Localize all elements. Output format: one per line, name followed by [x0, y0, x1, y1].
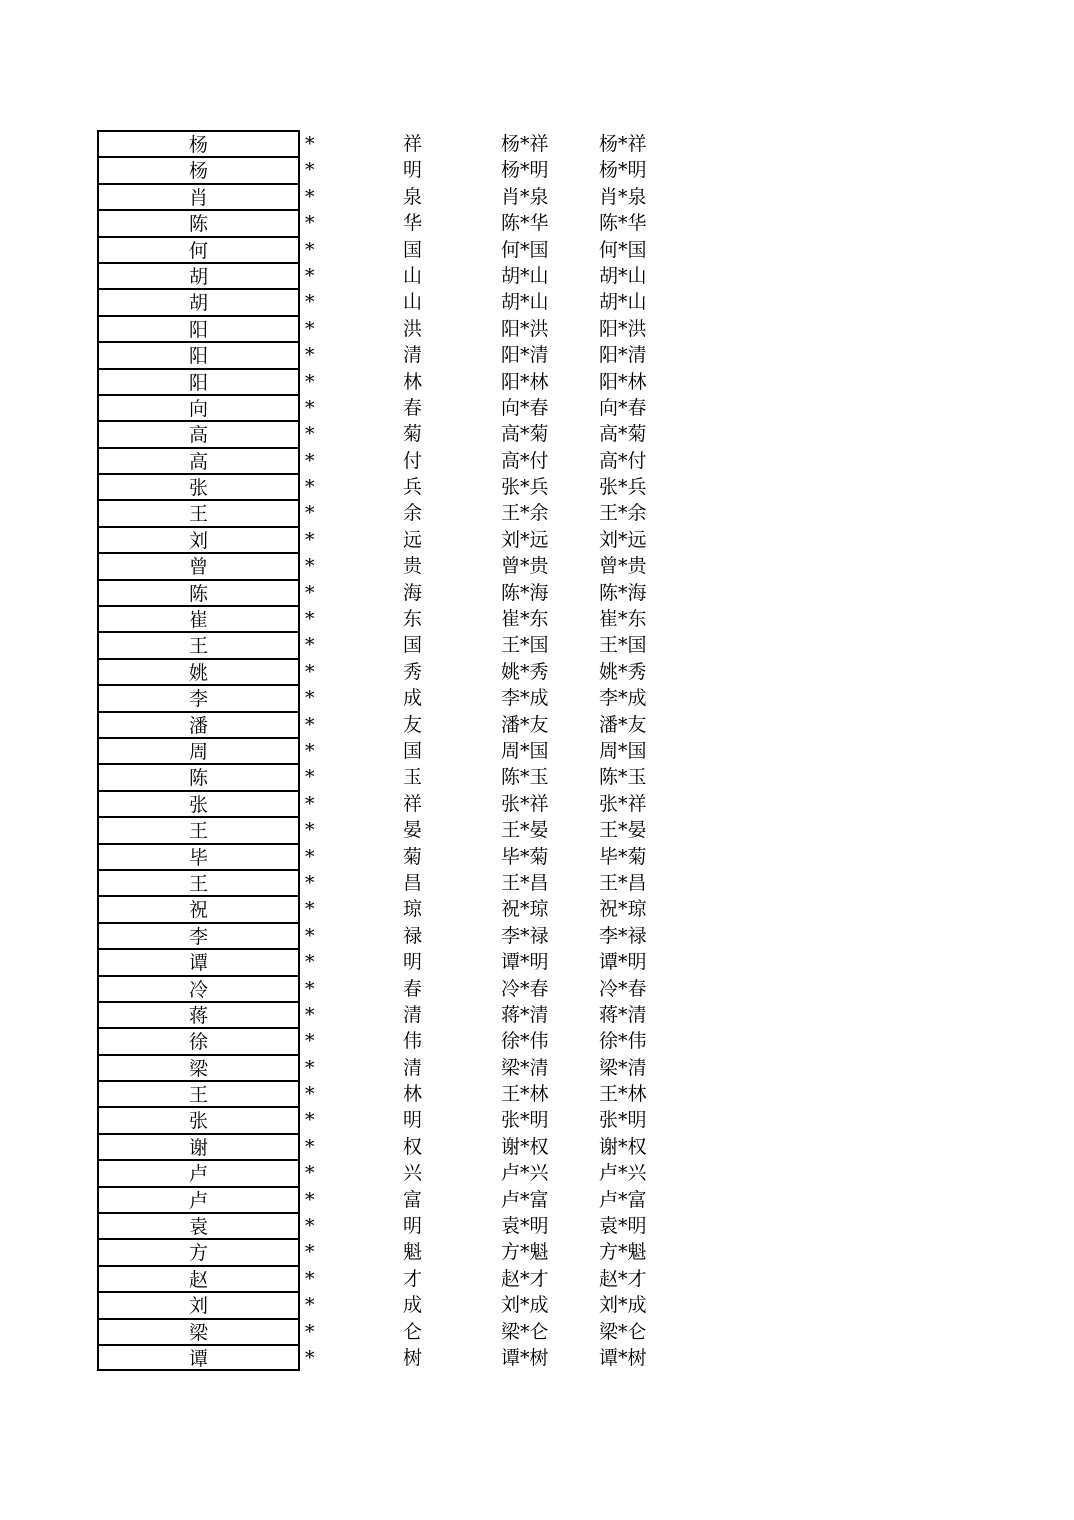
masked-name-copy-cell[interactable]: 方*魁 [599, 1241, 647, 1264]
table-row [97, 499, 667, 525]
asterisk-cell[interactable]: * [305, 898, 315, 921]
table-row [97, 368, 667, 394]
asterisk-cell[interactable]: * [305, 476, 315, 499]
surname-cell[interactable]: 李 [97, 684, 300, 710]
given-name-cell[interactable]: 菊 [403, 423, 423, 446]
given-name-cell[interactable]: 秀 [403, 660, 423, 683]
table-row [97, 209, 667, 235]
table-row [97, 869, 667, 895]
masked-name-copy-cell[interactable]: 冷*春 [599, 977, 647, 1000]
masked-name-copy-cell[interactable]: 刘*远 [599, 528, 647, 551]
asterisk-cell[interactable]: * [305, 133, 315, 155]
masked-name-cell[interactable]: 梁*清 [501, 1056, 549, 1079]
masked-name-cell[interactable]: 谭*明 [501, 951, 549, 974]
given-name-cell[interactable]: 清 [403, 1056, 423, 1079]
given-name-cell[interactable]: 祥 [403, 792, 423, 815]
surname-cell[interactable]: 祝 [97, 895, 300, 921]
masked-name-cell[interactable]: 阳*清 [501, 344, 549, 367]
surname-cell[interactable]: 赵 [97, 1265, 300, 1291]
asterisk-cell[interactable]: * [305, 1294, 315, 1317]
masked-name-copy-cell[interactable]: 刘*成 [599, 1294, 647, 1317]
asterisk-cell[interactable]: * [305, 1056, 315, 1079]
masked-name-copy-cell[interactable]: 袁*明 [599, 1215, 647, 1238]
given-name-cell[interactable]: 洪 [403, 317, 423, 340]
given-name-cell[interactable]: 仑 [403, 1320, 423, 1343]
masked-name-copy-cell[interactable]: 张*祥 [599, 792, 647, 815]
surname-cell[interactable]: 胡 [97, 288, 300, 314]
given-name-cell[interactable]: 林 [403, 370, 423, 393]
masked-name-copy-cell[interactable]: 毕*菊 [599, 845, 647, 868]
table-row [97, 183, 667, 209]
surname-cell[interactable]: 李 [97, 922, 300, 948]
given-name-cell[interactable]: 晏 [403, 819, 423, 842]
surname-cell[interactable]: 徐 [97, 1027, 300, 1053]
masked-name-cell[interactable]: 袁*明 [501, 1215, 549, 1238]
given-name-cell[interactable]: 华 [403, 212, 423, 235]
surname-cell[interactable]: 卢 [97, 1159, 300, 1185]
masked-name-copy-cell[interactable]: 李*成 [599, 687, 647, 710]
masked-name-copy-cell[interactable]: 赵*才 [599, 1267, 647, 1290]
masked-name-copy-cell[interactable]: 王*晏 [599, 819, 647, 842]
table-row [97, 1159, 667, 1185]
masked-name-cell[interactable]: 周*国 [501, 739, 549, 762]
masked-name-copy-cell[interactable]: 杨*祥 [599, 133, 647, 155]
table-row [97, 1054, 667, 1080]
masked-name-cell[interactable]: 方*魁 [501, 1241, 549, 1264]
asterisk-cell[interactable]: * [305, 1083, 315, 1106]
masked-name-copy-cell[interactable]: 卢*富 [599, 1188, 647, 1211]
table-row [97, 473, 667, 499]
surname-cell[interactable]: 王 [97, 1080, 300, 1106]
table-row [97, 1212, 667, 1238]
masked-name-copy-cell[interactable]: 王*昌 [599, 871, 647, 894]
given-name-cell[interactable]: 国 [403, 634, 423, 657]
masked-name-cell[interactable]: 王*林 [501, 1083, 549, 1106]
masked-name-copy-cell[interactable]: 祝*琼 [599, 898, 647, 921]
table-row [97, 156, 667, 182]
given-name-cell[interactable]: 明 [403, 159, 423, 182]
table-row [97, 711, 667, 737]
table-row [97, 1001, 667, 1027]
asterisk-cell[interactable]: * [305, 1109, 315, 1132]
masked-name-cell[interactable]: 毕*菊 [501, 845, 549, 868]
masked-name-cell[interactable]: 阳*林 [501, 370, 549, 393]
table-row [97, 658, 667, 684]
masked-name-cell[interactable]: 祝*琼 [501, 898, 549, 921]
surname-cell[interactable]: 谢 [97, 1133, 300, 1159]
masked-name-copy-cell[interactable]: 杨*明 [599, 159, 647, 182]
given-name-cell[interactable]: 付 [403, 449, 423, 472]
masked-name-copy-cell[interactable]: 李*禄 [599, 924, 647, 947]
asterisk-cell[interactable]: * [305, 1135, 315, 1158]
surname-cell[interactable]: 阳 [97, 315, 300, 341]
masked-name-copy-cell[interactable]: 张*明 [599, 1109, 647, 1132]
masked-name-cell[interactable]: 卢*兴 [501, 1162, 549, 1185]
asterisk-cell[interactable]: * [305, 766, 315, 789]
asterisk-cell[interactable]: * [305, 871, 315, 894]
table-row [97, 1027, 667, 1053]
masked-name-copy-cell[interactable]: 谢*权 [599, 1135, 647, 1158]
masked-name-cell[interactable]: 杨*明 [501, 159, 549, 182]
asterisk-cell[interactable]: * [305, 924, 315, 947]
asterisk-cell[interactable]: * [305, 1320, 315, 1343]
masked-name-cell[interactable]: 张*明 [501, 1109, 549, 1132]
surname-cell[interactable]: 张 [97, 790, 300, 816]
table-row [97, 579, 667, 605]
masked-name-cell[interactable]: 张*祥 [501, 792, 549, 815]
masked-name-cell[interactable]: 胡*山 [501, 291, 549, 314]
masked-name-copy-cell[interactable]: 阳*林 [599, 370, 647, 393]
masked-name-copy-cell[interactable]: 胡*山 [599, 291, 647, 314]
masked-name-cell[interactable]: 高*付 [501, 449, 549, 472]
surname-cell[interactable]: 潘 [97, 711, 300, 737]
table-row [97, 895, 667, 921]
masked-name-copy-cell[interactable]: 谭*明 [599, 951, 647, 974]
surname-cell[interactable]: 王 [97, 499, 300, 525]
given-name-cell[interactable]: 清 [403, 344, 423, 367]
given-name-cell[interactable]: 兵 [403, 476, 423, 499]
given-name-cell[interactable]: 伟 [403, 1030, 423, 1053]
masked-name-cell[interactable]: 李*成 [501, 687, 549, 710]
asterisk-cell[interactable]: * [305, 977, 315, 1000]
surname-cell[interactable]: 卢 [97, 1186, 300, 1212]
surname-cell[interactable]: 向 [97, 394, 300, 420]
masked-name-cell[interactable]: 王*国 [501, 634, 549, 657]
given-name-cell[interactable]: 富 [403, 1188, 423, 1211]
table-row [97, 315, 667, 341]
masked-name-cell[interactable]: 高*菊 [501, 423, 549, 446]
masked-name-cell[interactable]: 徐*伟 [501, 1030, 549, 1053]
table-row [97, 262, 667, 288]
masked-name-cell[interactable]: 王*晏 [501, 819, 549, 842]
table-row [97, 236, 667, 262]
surname-cell[interactable]: 曾 [97, 552, 300, 578]
table-row [97, 631, 667, 657]
given-name-cell[interactable]: 明 [403, 1215, 423, 1238]
table-row [97, 922, 667, 948]
masked-name-cell[interactable]: 崔*东 [501, 608, 549, 631]
table-row [97, 1291, 667, 1317]
surname-cell[interactable]: 张 [97, 473, 300, 499]
asterisk-cell[interactable]: * [305, 1003, 315, 1026]
surname-cell[interactable]: 高 [97, 447, 300, 473]
given-name-cell[interactable]: 国 [403, 238, 423, 261]
masked-name-copy-cell[interactable]: 陈*海 [599, 581, 647, 604]
table-row [97, 130, 667, 156]
table-row [97, 790, 667, 816]
given-name-cell[interactable]: 菊 [403, 845, 423, 868]
masked-name-copy-cell[interactable]: 高*菊 [599, 423, 647, 446]
asterisk-cell[interactable]: * [305, 660, 315, 683]
asterisk-cell[interactable]: * [305, 713, 315, 736]
asterisk-cell[interactable]: * [305, 1188, 315, 1211]
asterisk-cell[interactable]: * [305, 634, 315, 657]
asterisk-cell[interactable]: * [305, 739, 315, 762]
asterisk-cell[interactable]: * [305, 608, 315, 631]
given-name-cell[interactable]: 春 [403, 977, 423, 1000]
table-row [97, 1265, 667, 1291]
table-row [97, 552, 667, 578]
given-name-cell[interactable]: 贵 [403, 555, 423, 578]
masked-name-cell[interactable]: 梁*仑 [501, 1320, 549, 1343]
masked-name-copy-cell[interactable]: 王*国 [599, 634, 647, 657]
given-name-cell[interactable]: 远 [403, 528, 423, 551]
surname-cell[interactable]: 谭 [97, 1344, 300, 1371]
masked-name-cell[interactable]: 肖*泉 [501, 185, 549, 208]
table-row [97, 763, 667, 789]
asterisk-cell[interactable]: * [305, 555, 315, 578]
given-name-cell[interactable]: 玉 [403, 766, 423, 789]
table-row [97, 1344, 667, 1370]
table-row [97, 1238, 667, 1264]
surname-cell[interactable]: 周 [97, 737, 300, 763]
asterisk-cell[interactable]: * [305, 792, 315, 815]
asterisk-cell[interactable]: * [305, 1215, 315, 1238]
masked-name-copy-cell[interactable]: 阳*清 [599, 344, 647, 367]
asterisk-cell[interactable]: * [305, 264, 315, 287]
given-name-cell[interactable]: 成 [403, 687, 423, 710]
surname-cell[interactable]: 蒋 [97, 1001, 300, 1027]
masked-name-cell[interactable]: 陈*海 [501, 581, 549, 604]
masked-name-copy-cell[interactable]: 卢*兴 [599, 1162, 647, 1185]
asterisk-cell[interactable]: * [305, 581, 315, 604]
asterisk-cell[interactable]: * [305, 159, 315, 182]
table-row [97, 843, 667, 869]
table-row [97, 420, 667, 446]
masked-name-cell[interactable]: 阳*洪 [501, 317, 549, 340]
masked-name-copy-cell[interactable]: 王*林 [599, 1083, 647, 1106]
surname-cell[interactable]: 阳 [97, 368, 300, 394]
name-table [97, 130, 667, 1370]
asterisk-cell[interactable]: * [305, 291, 315, 314]
table-row [97, 1133, 667, 1159]
asterisk-cell[interactable]: * [305, 1162, 315, 1185]
table-row [97, 526, 667, 552]
masked-name-cell[interactable]: 谭*树 [501, 1346, 549, 1369]
asterisk-cell[interactable]: * [305, 1267, 315, 1290]
surname-cell[interactable]: 陈 [97, 579, 300, 605]
masked-name-copy-cell[interactable]: 曾*贵 [599, 555, 647, 578]
masked-name-cell[interactable]: 杨*祥 [501, 133, 549, 155]
masked-name-copy-cell[interactable]: 陈*玉 [599, 766, 647, 789]
given-name-cell[interactable]: 明 [403, 1109, 423, 1132]
masked-name-cell[interactable]: 谢*权 [501, 1135, 549, 1158]
masked-name-cell[interactable]: 张*兵 [501, 476, 549, 499]
asterisk-cell[interactable]: * [305, 317, 315, 340]
asterisk-cell[interactable]: * [305, 1346, 315, 1369]
table-row [97, 975, 667, 1001]
table-row [97, 1186, 667, 1212]
masked-name-cell[interactable]: 胡*山 [501, 264, 549, 287]
surname-cell[interactable]: 杨 [97, 130, 300, 156]
asterisk-cell[interactable]: * [305, 1030, 315, 1053]
masked-name-cell[interactable]: 王*余 [501, 502, 549, 525]
surname-cell[interactable]: 何 [97, 236, 300, 262]
given-name-cell[interactable]: 祥 [403, 133, 423, 155]
asterisk-cell[interactable]: * [305, 344, 315, 367]
given-name-cell[interactable]: 泉 [403, 185, 423, 208]
masked-name-copy-cell[interactable]: 阳*洪 [599, 317, 647, 340]
asterisk-cell[interactable]: * [305, 951, 315, 974]
surname-cell[interactable]: 姚 [97, 658, 300, 684]
masked-name-cell[interactable]: 刘*远 [501, 528, 549, 551]
table-row [97, 737, 667, 763]
masked-name-copy-cell[interactable]: 高*付 [599, 449, 647, 472]
surname-cell[interactable]: 刘 [97, 526, 300, 552]
given-name-cell[interactable]: 国 [403, 739, 423, 762]
masked-name-copy-cell[interactable]: 崔*东 [599, 608, 647, 631]
masked-name-cell[interactable]: 陈*华 [501, 212, 549, 235]
surname-cell[interactable]: 陈 [97, 763, 300, 789]
surname-cell[interactable]: 崔 [97, 605, 300, 631]
surname-cell[interactable]: 刘 [97, 1291, 300, 1317]
masked-name-cell[interactable]: 王*昌 [501, 871, 549, 894]
masked-name-copy-cell[interactable]: 向*春 [599, 396, 647, 419]
masked-name-cell[interactable]: 李*禄 [501, 924, 549, 947]
masked-name-cell[interactable]: 陈*玉 [501, 766, 549, 789]
masked-name-copy-cell[interactable]: 梁*清 [599, 1056, 647, 1079]
table-row [97, 605, 667, 631]
table-row [97, 288, 667, 314]
masked-name-cell[interactable]: 冷*春 [501, 977, 549, 1000]
asterisk-cell[interactable]: * [305, 423, 315, 446]
given-name-cell[interactable]: 友 [403, 713, 423, 736]
masked-name-copy-cell[interactable]: 徐*伟 [599, 1030, 647, 1053]
masked-name-copy-cell[interactable]: 潘*友 [599, 713, 647, 736]
asterisk-cell[interactable]: * [305, 238, 315, 261]
asterisk-cell[interactable]: * [305, 819, 315, 842]
masked-name-copy-cell[interactable]: 姚*秀 [599, 660, 647, 683]
masked-name-copy-cell[interactable]: 陈*华 [599, 212, 647, 235]
given-name-cell[interactable]: 魁 [403, 1241, 423, 1264]
surname-cell[interactable]: 肖 [97, 183, 300, 209]
surname-cell[interactable]: 张 [97, 1106, 300, 1132]
given-name-cell[interactable]: 林 [403, 1083, 423, 1106]
table-row [97, 816, 667, 842]
surname-cell[interactable]: 陈 [97, 209, 300, 235]
surname-cell[interactable]: 王 [97, 631, 300, 657]
masked-name-copy-cell[interactable]: 王*余 [599, 502, 647, 525]
asterisk-cell[interactable]: * [305, 185, 315, 208]
given-name-cell[interactable]: 海 [403, 581, 423, 604]
given-name-cell[interactable]: 东 [403, 608, 423, 631]
asterisk-cell[interactable]: * [305, 370, 315, 393]
masked-name-copy-cell[interactable]: 梁*仑 [599, 1320, 647, 1343]
asterisk-cell[interactable]: * [305, 845, 315, 868]
given-name-cell[interactable]: 昌 [403, 871, 423, 894]
surname-cell[interactable]: 袁 [97, 1212, 300, 1238]
masked-name-cell[interactable]: 赵*才 [501, 1267, 549, 1290]
surname-cell[interactable]: 谭 [97, 948, 300, 974]
surname-cell[interactable]: 阳 [97, 341, 300, 367]
asterisk-cell[interactable]: * [305, 1241, 315, 1264]
given-name-cell[interactable]: 余 [403, 502, 423, 525]
given-name-cell[interactable]: 才 [403, 1267, 423, 1290]
given-name-cell[interactable]: 成 [403, 1294, 423, 1317]
masked-name-copy-cell[interactable]: 周*国 [599, 739, 647, 762]
table-row [97, 447, 667, 473]
given-name-cell[interactable]: 琼 [403, 898, 423, 921]
masked-name-copy-cell[interactable]: 胡*山 [599, 264, 647, 287]
asterisk-cell[interactable]: * [305, 212, 315, 235]
surname-cell[interactable]: 毕 [97, 843, 300, 869]
table-row [97, 1106, 667, 1132]
asterisk-cell[interactable]: * [305, 502, 315, 525]
surname-cell[interactable]: 高 [97, 420, 300, 446]
given-name-cell[interactable]: 权 [403, 1135, 423, 1158]
asterisk-cell[interactable]: * [305, 449, 315, 472]
surname-cell[interactable]: 王 [97, 816, 300, 842]
table-row [97, 394, 667, 420]
masked-name-cell[interactable]: 刘*成 [501, 1294, 549, 1317]
surname-cell[interactable]: 杨 [97, 156, 300, 182]
masked-name-copy-cell[interactable]: 肖*泉 [599, 185, 647, 208]
table-row [97, 948, 667, 974]
surname-cell[interactable]: 梁 [97, 1318, 300, 1344]
masked-name-cell[interactable]: 何*国 [501, 238, 549, 261]
masked-name-cell[interactable]: 曾*贵 [501, 555, 549, 578]
given-name-cell[interactable]: 明 [403, 951, 423, 974]
surname-cell[interactable]: 王 [97, 869, 300, 895]
masked-name-cell[interactable]: 潘*友 [501, 713, 549, 736]
asterisk-cell[interactable]: * [305, 687, 315, 710]
given-name-cell[interactable]: 禄 [403, 924, 423, 947]
masked-name-cell[interactable]: 向*春 [501, 396, 549, 419]
masked-name-copy-cell[interactable]: 谭*树 [599, 1346, 647, 1369]
table-row [97, 341, 667, 367]
surname-cell[interactable]: 胡 [97, 262, 300, 288]
given-name-cell[interactable]: 山 [403, 291, 423, 314]
masked-name-cell[interactable]: 姚*秀 [501, 660, 549, 683]
masked-name-copy-cell[interactable]: 张*兵 [599, 476, 647, 499]
given-name-cell[interactable]: 兴 [403, 1162, 423, 1185]
table-row [97, 684, 667, 710]
surname-cell[interactable]: 梁 [97, 1054, 300, 1080]
masked-name-copy-cell[interactable]: 蒋*清 [599, 1003, 647, 1026]
masked-name-copy-cell[interactable]: 何*国 [599, 238, 647, 261]
table-row [97, 1080, 667, 1106]
asterisk-cell[interactable]: * [305, 528, 315, 551]
given-name-cell[interactable]: 春 [403, 396, 423, 419]
surname-cell[interactable]: 冷 [97, 975, 300, 1001]
given-name-cell[interactable]: 树 [403, 1346, 423, 1369]
surname-cell[interactable]: 方 [97, 1238, 300, 1264]
given-name-cell[interactable]: 清 [403, 1003, 423, 1026]
masked-name-cell[interactable]: 蒋*清 [501, 1003, 549, 1026]
table-row [97, 1318, 667, 1344]
masked-name-cell[interactable]: 卢*富 [501, 1188, 549, 1211]
asterisk-cell[interactable]: * [305, 396, 315, 419]
given-name-cell[interactable]: 山 [403, 264, 423, 287]
